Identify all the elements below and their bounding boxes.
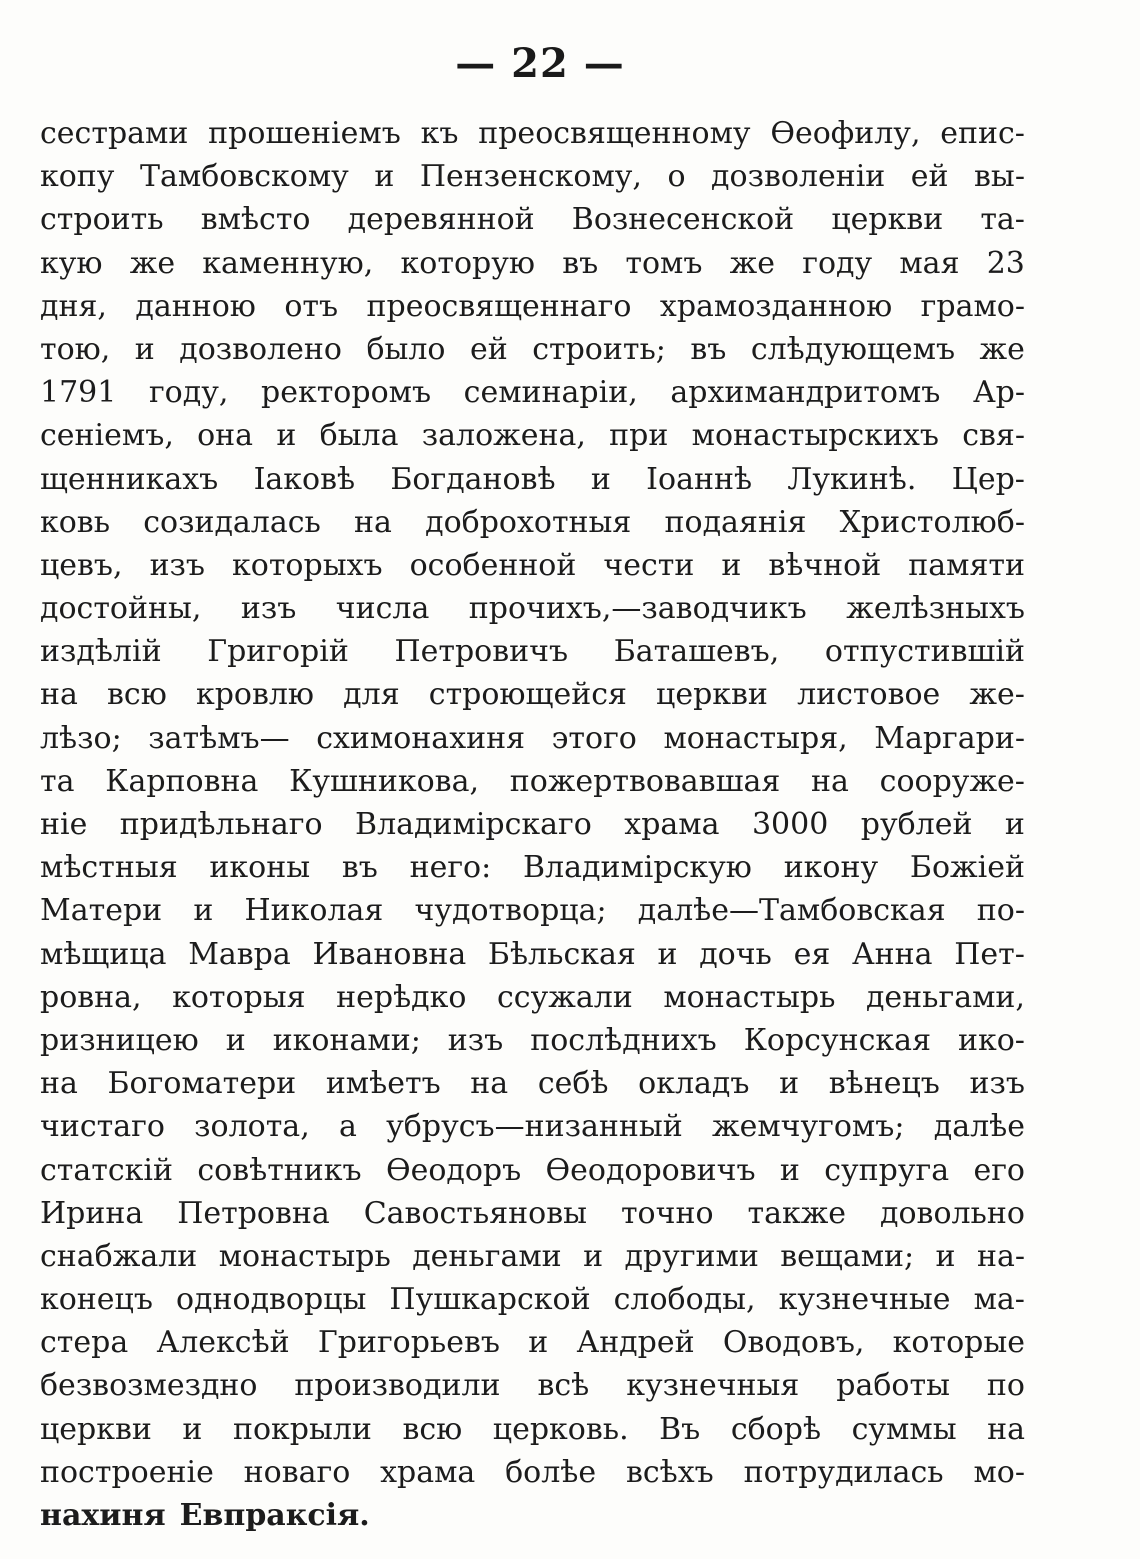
text-line: [40, 285, 1025, 328]
text-line: [40, 155, 1025, 198]
word: и: [134, 331, 155, 367]
word: Ѳеофилу,: [770, 116, 921, 151]
word: Григорiй: [207, 634, 349, 670]
word: Оводовъ,: [722, 1325, 865, 1361]
text-line: [40, 198, 1025, 241]
word: храма: [624, 807, 720, 842]
word: ровна,: [40, 979, 142, 1015]
word: покрыли: [232, 1411, 372, 1447]
word: кузнечные: [778, 1282, 951, 1318]
word: же-: [969, 677, 1025, 713]
word: отъ: [284, 288, 339, 324]
word: Христолюб-: [839, 504, 1025, 540]
word: лѣзо;: [40, 720, 122, 756]
word: прошенiемъ: [208, 116, 401, 151]
word: строить: [40, 202, 164, 238]
word: работы: [836, 1368, 950, 1404]
word: золота,: [194, 1109, 310, 1145]
word: деньгами,: [865, 979, 1025, 1015]
word: храмозданною: [659, 288, 893, 324]
text-line: [40, 803, 1025, 846]
word: на: [354, 504, 392, 540]
word: этого: [551, 720, 637, 756]
word: Маргари-: [874, 720, 1025, 756]
word: строющейся: [428, 677, 627, 713]
word: заложена,: [421, 418, 586, 454]
word: нерѣдко: [336, 979, 467, 1015]
word: схимонахиня: [316, 720, 526, 756]
text-line: [40, 1019, 1025, 1062]
word: для: [343, 677, 400, 713]
word: о: [667, 159, 686, 195]
word: а: [339, 1109, 357, 1145]
word: прочихъ,—заводчикъ: [468, 591, 807, 627]
word: издѣлiй: [40, 634, 162, 670]
word: доброхотныя: [425, 504, 632, 540]
word: монастырскихъ: [691, 418, 939, 454]
word: изъ: [969, 1066, 1025, 1102]
word: вѣнецъ: [828, 1066, 940, 1102]
word: далѣе: [933, 1109, 1025, 1145]
text-line: [40, 760, 1025, 803]
word: на: [40, 1066, 78, 1102]
word: его: [973, 1152, 1025, 1188]
text-line: [40, 1278, 1025, 1321]
word: и: [528, 1325, 549, 1361]
word: томъ: [625, 245, 703, 281]
word: ея: [793, 936, 831, 972]
body-text: [40, 112, 1025, 1537]
word: въ: [341, 850, 378, 886]
word: въ: [562, 245, 599, 281]
word: нахиня: [40, 1498, 166, 1533]
word: сборѣ: [730, 1411, 822, 1447]
word: и: [374, 159, 395, 195]
word: же: [729, 245, 776, 281]
word: щенникахъ: [40, 461, 219, 497]
word: епис-: [940, 116, 1025, 151]
word: дня,: [40, 288, 107, 324]
text-line: [40, 112, 1025, 155]
word: цевъ,: [40, 547, 123, 583]
text-line: [40, 458, 1025, 501]
word: придѣльнаго: [119, 807, 323, 842]
word: и: [182, 1411, 203, 1447]
text-line: [40, 1192, 1025, 1235]
word: которыхъ: [232, 547, 383, 583]
word: иконы: [209, 850, 311, 886]
word: нiе: [40, 807, 88, 842]
text-line: [40, 1149, 1025, 1192]
word: мая: [899, 245, 960, 281]
word: желѣзныхъ: [846, 591, 1025, 627]
word: Николая: [244, 893, 384, 929]
word: всѣхъ: [625, 1454, 714, 1490]
word: однодворцы: [175, 1282, 367, 1318]
text-line: [40, 501, 1025, 544]
text-line: [40, 328, 1025, 371]
word: дозволено: [179, 331, 342, 367]
word: слободы,: [613, 1282, 756, 1318]
word: особенной: [409, 547, 577, 583]
word: послѣднихъ: [530, 1022, 717, 1058]
word: дочь: [699, 936, 772, 972]
word: году: [802, 245, 873, 281]
word: монастырь: [218, 1238, 391, 1274]
text-line: [40, 1364, 1025, 1407]
word: совѣтникъ: [197, 1152, 362, 1188]
word: году,: [148, 375, 229, 411]
text-line: [40, 1494, 1025, 1537]
text-line: [40, 1451, 1025, 1494]
word: ризницею: [40, 1022, 199, 1058]
word: вы-: [974, 159, 1025, 195]
word: изъ: [447, 1022, 504, 1058]
word: церковь.: [492, 1411, 629, 1447]
word: Петровна: [177, 1195, 330, 1231]
text-line: [40, 846, 1025, 889]
word: затѣмъ—: [148, 720, 290, 756]
word: изъ: [149, 547, 206, 583]
word: далѣе—Тамбовская: [637, 893, 946, 929]
word: подаянiя: [664, 504, 807, 540]
text-line: [40, 717, 1025, 760]
word: иконами;: [272, 1022, 421, 1058]
word: данною: [135, 288, 256, 324]
word: преосвященнаго: [366, 288, 632, 324]
word: и: [583, 1238, 604, 1274]
word: на: [811, 763, 849, 799]
text-line: [40, 587, 1025, 630]
word: сестрами: [40, 116, 189, 151]
word: Мавра: [188, 936, 291, 972]
page-number: — 22 —: [455, 40, 625, 87]
word: Цер-: [951, 461, 1025, 497]
word: и: [225, 1022, 246, 1058]
word: свя-: [962, 418, 1025, 454]
word: и: [721, 547, 742, 583]
word: копу: [40, 159, 115, 195]
word: числа: [335, 591, 430, 627]
word: сенiемъ,: [40, 418, 174, 454]
word: кую: [40, 245, 103, 281]
text-line: [40, 1408, 1025, 1451]
word: Бѣльская: [487, 936, 636, 972]
word: построенiе: [40, 1454, 214, 1490]
word: и: [590, 461, 611, 497]
word: сооруже-: [879, 763, 1025, 799]
word: точно: [620, 1195, 714, 1231]
word: чудотворца;: [414, 893, 607, 929]
word: всю: [107, 677, 167, 713]
word: убрусъ—низанный: [386, 1109, 683, 1145]
word: мо-: [973, 1454, 1025, 1490]
word: которыя: [172, 979, 306, 1015]
word: Ирина: [40, 1195, 144, 1231]
word: кровлю: [195, 677, 315, 713]
word: конецъ: [40, 1282, 153, 1318]
text-line: [40, 1235, 1025, 1278]
text-line: [40, 414, 1025, 457]
word: Владимiрскаго: [355, 807, 592, 842]
word: грамо-: [920, 288, 1025, 324]
word: статскiй: [40, 1152, 174, 1188]
word: церкви: [40, 1411, 152, 1447]
word: церкви: [656, 677, 768, 713]
word: на: [40, 677, 78, 713]
word: Пет-: [954, 936, 1025, 972]
word: Пензенскому,: [419, 159, 642, 195]
word: новаго: [243, 1454, 351, 1490]
word: Андрей: [576, 1325, 695, 1361]
word: же: [129, 245, 176, 281]
word: деревянной: [347, 202, 535, 238]
word: ей: [910, 159, 949, 195]
word: она: [197, 418, 254, 454]
word: и: [1004, 807, 1025, 842]
text-line: [40, 1105, 1025, 1148]
word: стера: [40, 1325, 129, 1361]
word: которые: [892, 1325, 1025, 1361]
word: чести: [603, 547, 695, 583]
text-line: [40, 242, 1025, 285]
word: по-: [976, 893, 1025, 929]
word: Савостьяновы: [363, 1195, 587, 1231]
word: Iоаннѣ: [646, 461, 753, 497]
word: пожертвовавшая: [509, 763, 781, 799]
word: ико-: [957, 1022, 1025, 1058]
word: слѣдующемъ: [750, 331, 956, 367]
word: ссужали: [496, 979, 633, 1015]
word: Въ: [659, 1411, 701, 1447]
word: супруга: [824, 1152, 950, 1188]
word: монастырь: [663, 979, 836, 1015]
word: къ: [420, 116, 459, 151]
word: суммы: [851, 1411, 957, 1447]
text-line: [40, 673, 1025, 716]
word: семинарiи,: [463, 375, 638, 411]
word: Iаковѣ: [253, 461, 356, 497]
word: храма: [380, 1454, 476, 1490]
word: чистаго: [40, 1109, 165, 1145]
word: памяти: [908, 547, 1025, 583]
word: и: [779, 1066, 800, 1102]
text-line: [40, 889, 1025, 932]
word: та: [40, 763, 75, 799]
word: Григорьевъ: [317, 1325, 500, 1361]
word: всю: [402, 1411, 463, 1447]
word: каменную,: [202, 245, 374, 281]
word: производили: [294, 1368, 501, 1404]
word: ей: [469, 331, 508, 367]
word: Владимiрскую: [523, 850, 752, 886]
word: другими: [624, 1238, 759, 1274]
word: ректоромъ: [261, 375, 432, 411]
word: и: [193, 893, 214, 929]
word: по: [986, 1368, 1025, 1404]
word: и: [657, 936, 678, 972]
word: вѣчной: [768, 547, 882, 583]
word: Богоматери: [107, 1066, 297, 1102]
text-line: [40, 544, 1025, 587]
word: Евпраксiя.: [179, 1498, 370, 1533]
word: тою,: [40, 331, 111, 367]
word: вещами;: [780, 1238, 915, 1274]
word: дозволенiи: [711, 159, 886, 195]
word: мѣщица: [40, 936, 167, 972]
word: имѣетъ: [325, 1066, 441, 1102]
word: Анна: [851, 936, 933, 972]
word: 1791: [40, 375, 117, 411]
word: болѣе: [505, 1454, 597, 1490]
word: листовое: [797, 677, 941, 713]
word: окладъ: [638, 1066, 750, 1102]
word: и: [779, 1152, 800, 1188]
word: Богдановѣ: [390, 461, 556, 497]
word: Вознесенской: [571, 202, 795, 238]
word: кузнечныя: [626, 1368, 800, 1404]
text-line: [40, 630, 1025, 673]
word: Алексѣй: [156, 1325, 290, 1361]
word: 3000: [751, 807, 829, 842]
word: безвозмездно: [40, 1368, 258, 1404]
word: вмѣсто: [200, 202, 311, 238]
word: достойны,: [40, 591, 202, 627]
word: Кушникова,: [289, 763, 479, 799]
word: жемчугомъ;: [711, 1109, 905, 1145]
word: Пушкарской: [389, 1282, 591, 1318]
word: Петровичъ: [394, 634, 569, 670]
word: икону: [783, 850, 879, 886]
word: Тамбовскому: [139, 159, 349, 195]
word: Карповна: [105, 763, 259, 799]
word: мѣстныя: [40, 850, 178, 886]
word: преосвященному: [478, 116, 751, 151]
word: Ѳеодоровичъ: [545, 1152, 756, 1188]
word: на: [470, 1066, 509, 1102]
word: Ѳеодоръ: [385, 1152, 522, 1188]
word: монастыря,: [663, 720, 848, 756]
word: отпустившiй: [824, 634, 1025, 670]
text-line: [40, 976, 1025, 1019]
word: на-: [976, 1238, 1025, 1274]
word: которую: [400, 245, 535, 281]
word: и: [935, 1238, 956, 1274]
word: Ар-: [972, 375, 1025, 411]
word: него:: [409, 850, 492, 886]
text-line: [40, 1321, 1025, 1364]
word: рублей: [860, 807, 973, 842]
word: на: [987, 1411, 1025, 1447]
word: 23: [986, 245, 1025, 281]
word: также: [747, 1195, 847, 1231]
word: же: [979, 331, 1025, 367]
word: и: [276, 418, 297, 454]
word: было: [366, 331, 446, 367]
word: ковь: [40, 504, 111, 540]
word: ма-: [973, 1282, 1025, 1318]
word: довольно: [880, 1195, 1025, 1231]
text-line: [40, 1062, 1025, 1105]
word: при: [609, 418, 669, 454]
word: въ: [690, 331, 727, 367]
word: себѣ: [537, 1066, 609, 1102]
word: Божiей: [909, 850, 1025, 886]
word: изъ: [240, 591, 297, 627]
word: Матери: [40, 893, 163, 929]
word: Ивановна: [312, 936, 467, 972]
word: Баташевъ,: [613, 634, 780, 670]
word: созидалась: [143, 504, 321, 540]
word: строить;: [532, 331, 666, 367]
text-line: [40, 371, 1025, 414]
word: Корсунская: [743, 1022, 931, 1058]
word: снабжали: [40, 1238, 198, 1274]
word: Лукинѣ.: [787, 461, 917, 497]
word: церкви: [831, 202, 944, 238]
text-line: [40, 933, 1025, 976]
word: была: [319, 418, 399, 454]
word: всѣ: [537, 1368, 590, 1404]
word: потрудилась: [743, 1454, 944, 1490]
word: деньгами: [412, 1238, 562, 1274]
word: архимандритомъ: [670, 375, 941, 411]
word: та-: [980, 202, 1025, 238]
